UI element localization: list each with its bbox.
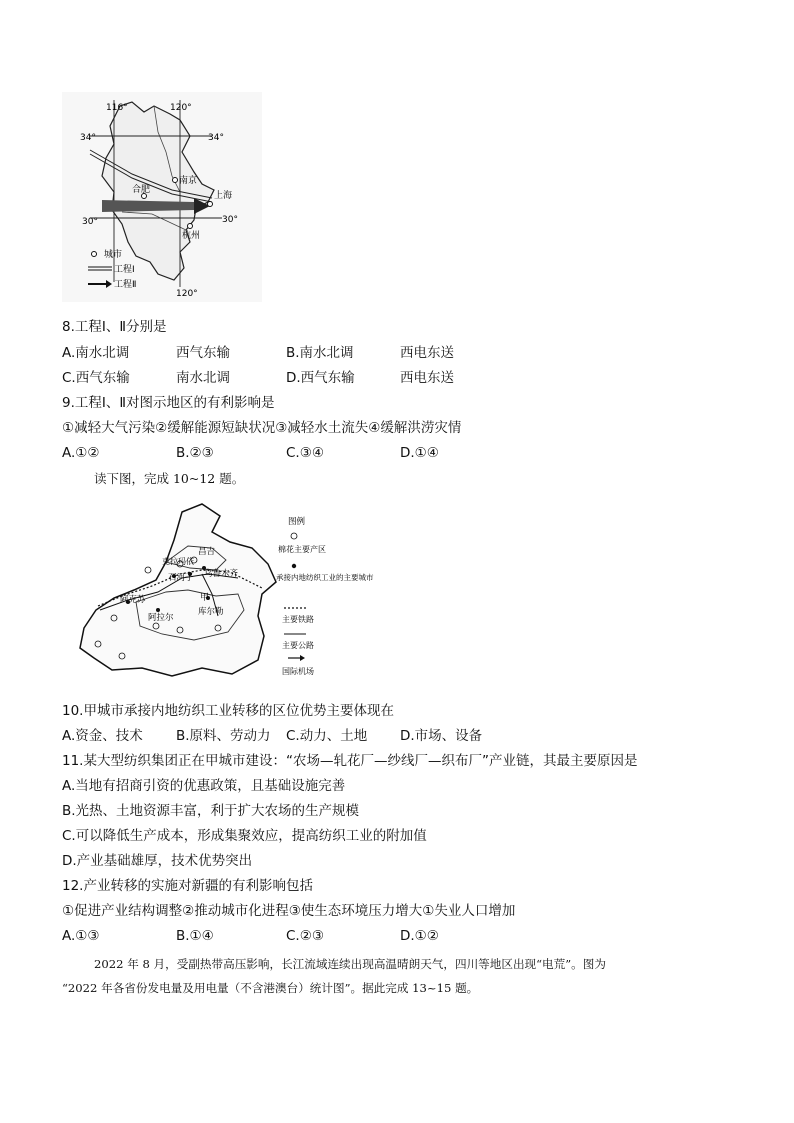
legend-project2: 工程Ⅱ bbox=[114, 280, 137, 290]
q12-stem: 12.产业转移的实施对新疆的有利影响包括 bbox=[62, 878, 313, 894]
shanghai-label: 上海 bbox=[214, 191, 233, 201]
legend-road: 主要公路 bbox=[282, 641, 314, 650]
q10-option-c: C.动力、土地 bbox=[286, 728, 368, 744]
q9-option-a: A.①② bbox=[62, 445, 100, 461]
q11-option-d: D.产业基础雄厚，技术优势突出 bbox=[62, 853, 253, 869]
lon-120-bottom-label: 120° bbox=[176, 289, 198, 299]
q12-option-c: C.②③ bbox=[286, 928, 324, 944]
q11-stem: 11.某大型纺织集团正在甲城市建设：“农场—轧花厂—纱线厂—织布厂”产业链，其最主要原因是 bbox=[62, 753, 638, 769]
q9-stem: 9.工程Ⅰ、Ⅱ对图示地区的有利影响是 bbox=[62, 395, 275, 411]
legend-project1: 工程Ⅰ bbox=[114, 265, 135, 275]
lat-30-right-label: 30° bbox=[222, 215, 238, 225]
q9-option-c: C.③④ bbox=[286, 445, 324, 461]
q10-option-a: A.资金、技术 bbox=[62, 728, 143, 744]
q12-option-d: D.①② bbox=[400, 928, 439, 944]
q8-option-b-2: 西电东送 bbox=[400, 345, 454, 361]
city-hangzhou-dot bbox=[188, 224, 193, 229]
q8-option-d-2: 西电东送 bbox=[400, 370, 454, 386]
project-map bbox=[62, 92, 262, 302]
q8-stem: 8.工程Ⅰ、Ⅱ分别是 bbox=[62, 319, 167, 335]
xinjiang-map bbox=[62, 498, 374, 686]
q12-option-b: B.①④ bbox=[176, 928, 214, 944]
q10-stem: 10.甲城市承接内地纺织工业转移的区位优势主要体现在 bbox=[62, 703, 394, 719]
lat-34-right-label: 34° bbox=[208, 133, 224, 143]
nanjing-label: 南京 bbox=[179, 176, 198, 186]
intro-13-15-line1: 2022 年 8 月，受副热带高压影响，长江流域连续出现高温晴朗天气，四川等地区出现“电荒”。图为 bbox=[94, 957, 606, 971]
shihezi-label: 石河子 bbox=[168, 573, 194, 583]
legend-rail: 主要铁路 bbox=[282, 615, 314, 624]
q12-option-a: A.①③ bbox=[62, 928, 100, 944]
lat-30-left-label: 30° bbox=[82, 217, 98, 227]
legend-airport: 国际机场 bbox=[282, 667, 314, 676]
q10-option-b: B.原料、劳动力 bbox=[176, 728, 271, 744]
project2-arrow bbox=[102, 200, 194, 212]
q10-option-d: D.市场、设备 bbox=[400, 728, 483, 744]
city-shanghai-dot bbox=[208, 202, 213, 207]
q8-option-d-1: D.西气东输 bbox=[286, 370, 355, 386]
q8-option-b-1: B.南水北调 bbox=[286, 345, 354, 361]
changji-label: 昌吉 bbox=[198, 547, 216, 557]
hangzhou-label: 杭州 bbox=[182, 231, 201, 241]
q11-option-c: C.可以降低生产成本，形成集聚效应，提高纺织工业的附加值 bbox=[62, 828, 427, 844]
lon-116-label: 116° bbox=[106, 103, 128, 113]
q9-option-d: D.①④ bbox=[400, 445, 439, 461]
q8-option-a-2: 西气东输 bbox=[176, 345, 230, 361]
korla-label: 库尔勒 bbox=[198, 607, 224, 617]
legend-title: 图例 bbox=[288, 517, 306, 527]
intro-13-15-line2: “2022 年各省份发电量及用电量（不含港澳台）统计图”。据此完成 13~15 题。 bbox=[62, 981, 479, 995]
q11-option-a: A.当地有招商引资的优惠政策，且基础设施完善 bbox=[62, 778, 346, 794]
q9-items: ①减轻大气污染②缓解能源短缺状况③减轻水土流失④缓解洪涝灾情 bbox=[62, 420, 462, 436]
legend-city-text: 承接内地纺织工业的主要城市 bbox=[276, 573, 374, 582]
lon-120-label: 120° bbox=[170, 103, 192, 113]
q11-option-b: B.光热、土地资源丰富，利于扩大农场的生产规模 bbox=[62, 803, 360, 819]
legend-city: 城市 bbox=[104, 250, 123, 260]
aksu-label: 阿克苏 bbox=[120, 595, 146, 605]
legend-cotton: 棉花主要产区 bbox=[278, 545, 326, 554]
karamay-label: 克拉玛依 bbox=[162, 557, 194, 566]
alar-label: 阿拉尔 bbox=[148, 613, 174, 623]
q8-option-c-1: C.西气东输 bbox=[62, 370, 130, 386]
city-nanjing-dot bbox=[173, 178, 178, 183]
hefei-label: 合肥 bbox=[132, 185, 151, 195]
lat-34-left-label: 34° bbox=[80, 133, 96, 143]
jia-label: 甲 bbox=[200, 593, 210, 603]
q12-items: ①促进产业结构调整②推动城市化进程③使生态环境压力增大①失业人口增加 bbox=[62, 903, 516, 919]
legend-city-2 bbox=[276, 572, 374, 582]
q8-option-a-1: A.南水北调 bbox=[62, 345, 130, 361]
intro-10-12: 读下图，完成 10~12 题。 bbox=[94, 471, 245, 486]
q9-option-b: B.②③ bbox=[176, 445, 214, 461]
urumqi-label: 乌鲁木齐 bbox=[204, 569, 239, 579]
q8-option-c-2: 南水北调 bbox=[176, 370, 230, 386]
